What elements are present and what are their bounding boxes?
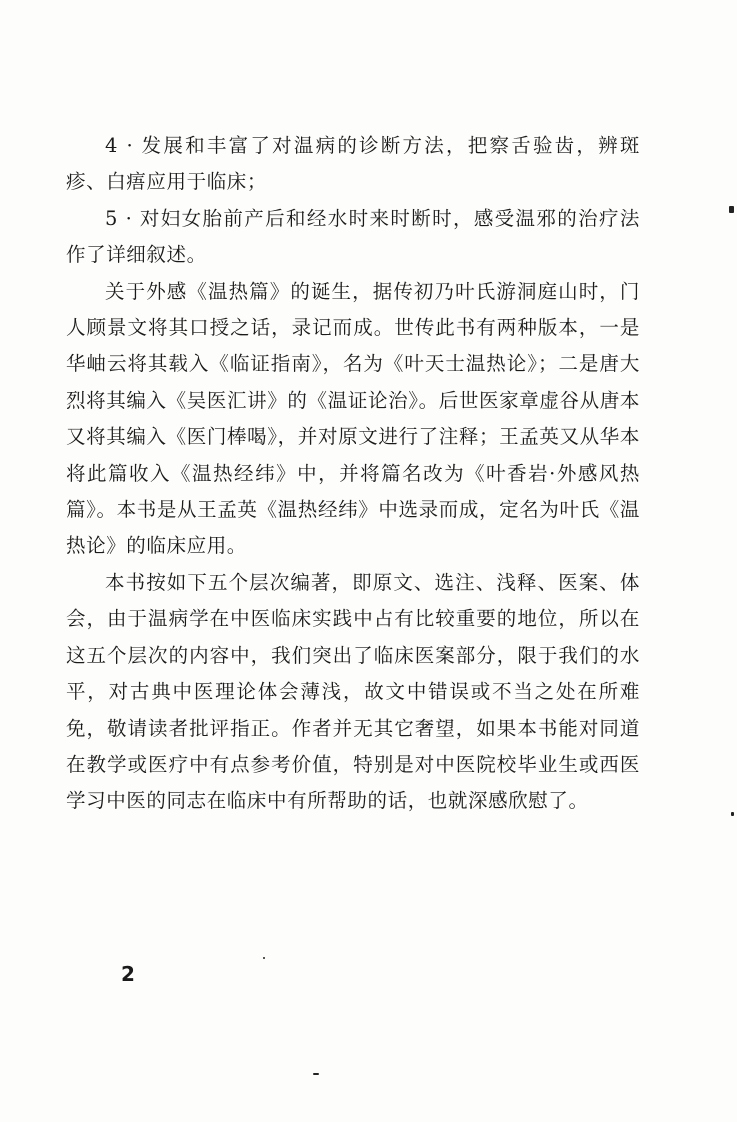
- paragraph-origin: 关于外感《温热篇》的诞生，据传初乃叶氏游洞庭山时，门人顾景文将其口授之话，录记而成。世传此书有两种版本，一是华岫云将其载入《临证指南》，名为《叶天士温热论》；二是唐大烈将其编入《吴医汇讲》的《温证论治》。后世医家章虚谷从唐本又将其编入《医门棒喝》，并对原文进行了注释；王孟英又从华本将此篇收入《温热经纬》中，并将篇名改为《叶香岩·外感风热篇》。本书是从王孟英《温热经纬》中选录而成，定名为叶氏《温热论》的临床应用。: [66, 279, 640, 558]
- paragraph-item-4: 4 · 发展和丰富了对温病的诊断方法，把察舌验齿，辨斑疹、白痦应用于临床；: [66, 134, 640, 194]
- scan-speck: [313, 1073, 319, 1075]
- scan-speck: [729, 206, 734, 213]
- page-number: 2: [121, 962, 135, 986]
- paragraph-structure: 本书按如下五个层次编著，即原文、选注、浅释、医案、体会，由于温病学在中医临床实践中占有比较重要的地位，所以在这五个层次的内容中，我们突出了临床医案部分，限于我们的水平，对古典中医理论体会薄浅，故文中错误或不当之处在所难免，敬请读者批评指正。作者并无其它奢望，如果本书能对同道在教学或医疗中有点参考价值，特别是对中医院校毕业生或西医学习中医的同志在临床中有所帮助的话，也就深感欣慰了。: [66, 570, 640, 813]
- scan-speck: [731, 812, 734, 816]
- scan-speck: [263, 957, 265, 959]
- paragraph-item-5: 5 · 对妇女胎前产后和经水时来时断时，感受温邪的治疗法作了详细叙述。: [66, 206, 640, 267]
- body-text: [66, 128, 640, 820]
